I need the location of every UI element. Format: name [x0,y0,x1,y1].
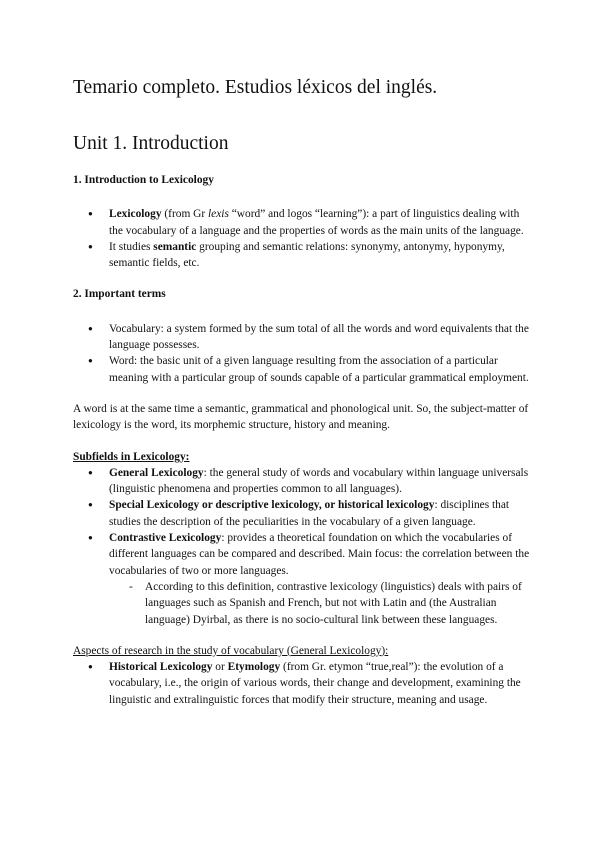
subfields-heading: Subfields in Lexicology: [73,450,190,463]
list-subitem-contrastive-definition: - According to this definition, contrastive lexicology (linguistics) deals with pairs of languages such as Spanish and French, but not with Latin and (the Australian language) Dyirbal, as there is no socio-cultural link between these languages. [73,579,533,628]
document-body [73,172,533,708]
list-item-semantic: ● It studies semantic grouping and semantic relations: synonymy, antonymy, hyponymy, semantic fields, etc. [73,239,533,272]
list-item-vocabulary: ● Vocabulary: a system formed by the sum total of all the words and word equivalents that the language possesses. [73,321,533,354]
section-heading-introduction: 1. Introduction to Lexicology [73,174,214,186]
document-title: Temario completo. Estudios léxicos del inglés. [73,77,438,98]
list-item-historical-lexicology: ● Historical Lexicology or Etymology (from Gr. etymon “true,real”): the evolution of a vocabulary, i.e., the origin of various words, their change and development, examining the linguistic and extralinguistic forces that modify their structure, meaning and usage. [73,659,533,708]
word-paragraph: A word is at the same time a semantic, grammatical and phonological unit. So, the subject-matter of lexicology is the word, its morphemic structure, history and meaning. [73,402,529,432]
list-item-general-lexicology: ● General Lexicology: the general study of words and vocabulary within language universals (linguistic phenomena and properties common to all languages). [73,465,533,498]
subfields-list [73,465,533,579]
unit-title: Unit 1. Introduction [73,133,229,154]
list-item-lexicology: ● Lexicology (from Gr lexis “word” and logos “learning”): a part of linguistics dealing with the vocabulary of a language and the properties of words as the main units of the language. [73,206,533,239]
term-semantic: semantic [153,240,197,253]
list-item-contrastive-lexicology: ● Contrastive Lexicology: provides a theoretical foundation on which the vocabularies of different languages can be compared and described. Main focus: the correlation between the vocabularies of two or more languages. [73,530,533,579]
list-item-word: ● Word: the basic unit of a given language resulting from the association of a particular meaning with a particular group of sounds capable of a particular grammatical employment. [73,353,533,386]
important-terms-list [73,321,533,386]
aspects-list [73,659,533,708]
term-lexis: lexis [208,208,229,221]
list-item-special-lexicology: ● Special Lexicology or descriptive lexicology, or historical lexicology: disciplines that studies the description of the peculiarities in the vocabulary of a given language. [73,497,533,530]
section-heading-important-terms: 2. Important terms [73,288,166,301]
introduction-list [73,206,533,271]
aspects-heading: Aspects of research in the study of vocabulary (General Lexicology): [73,644,389,657]
contrastive-sublist [73,579,533,628]
term-lexicology: Lexicology [109,208,162,221]
